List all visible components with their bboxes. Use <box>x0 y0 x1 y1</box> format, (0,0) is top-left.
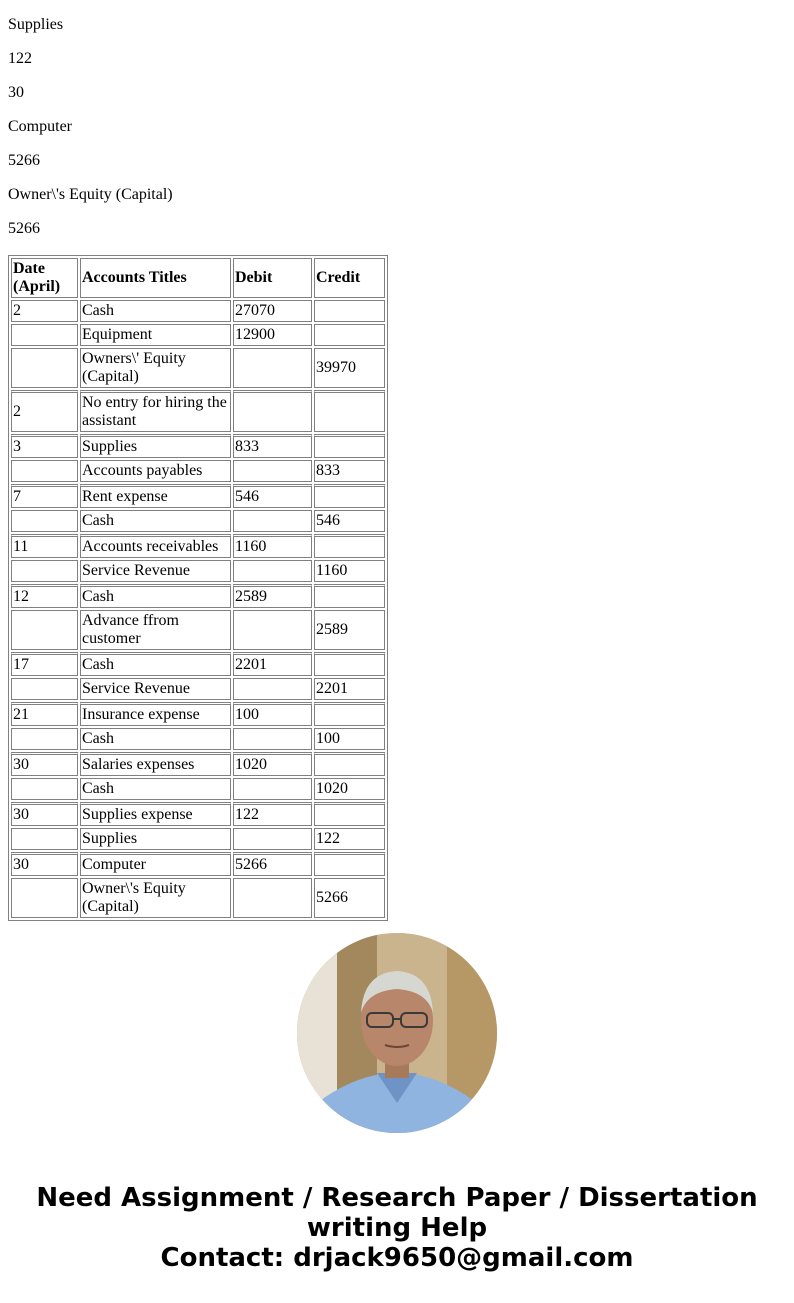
cell-date: 30 <box>11 752 78 776</box>
table-row <box>11 584 385 608</box>
cell-title: Accounts payables <box>80 460 231 482</box>
cell-credit: 546 <box>314 510 385 532</box>
promo-line: Need Assignment / Research Paper / Dissertation <box>36 1183 758 1213</box>
avatar <box>297 933 497 1133</box>
cell-date <box>11 510 78 532</box>
cell-date <box>11 348 78 388</box>
cell-date <box>11 828 78 850</box>
promo-contact: Contact: drjack9650@gmail.com <box>160 1243 634 1273</box>
cell-title: Accounts receivables <box>80 534 231 558</box>
table-row <box>11 752 385 776</box>
table-row <box>11 460 385 482</box>
table-row <box>11 802 385 826</box>
top-line: Supplies <box>8 16 64 33</box>
cell-credit: 5266 <box>314 878 385 918</box>
cell-title: Cash <box>80 300 231 322</box>
cell-credit <box>314 300 385 322</box>
journal-table <box>8 255 388 921</box>
cell-debit: 12900 <box>233 324 312 346</box>
cell-date: 11 <box>11 534 78 558</box>
cell-date <box>11 560 78 582</box>
cell-debit <box>233 728 312 750</box>
cell-debit: 100 <box>233 702 312 726</box>
table-row <box>11 652 385 676</box>
top-line: 122 <box>8 50 32 67</box>
cell-credit: 2589 <box>314 610 385 650</box>
cell-date: 17 <box>11 652 78 676</box>
cell-debit: 833 <box>233 434 312 458</box>
cell-debit <box>233 878 312 918</box>
cell-credit <box>314 702 385 726</box>
cell-credit: 1160 <box>314 560 385 582</box>
cell-credit: 2201 <box>314 678 385 700</box>
header-credit: Credit <box>314 258 385 298</box>
cell-title: Advance ffrom customer <box>80 610 231 650</box>
table-row <box>11 348 385 388</box>
journal-body <box>11 300 385 918</box>
cell-debit: 5266 <box>233 852 312 876</box>
table-row <box>11 702 385 726</box>
cell-debit: 1160 <box>233 534 312 558</box>
cell-date: 2 <box>11 300 78 322</box>
table-row <box>11 678 385 700</box>
cell-debit <box>233 348 312 388</box>
cell-debit <box>233 460 312 482</box>
cell-debit <box>233 610 312 650</box>
cell-title: Cash <box>80 778 231 800</box>
top-line: Owner\'s Equity (Capital) <box>8 186 173 203</box>
table-row <box>11 300 385 322</box>
top-line: 5266 <box>8 220 40 237</box>
table-row <box>11 610 385 650</box>
table-header-row <box>11 258 385 298</box>
cell-date <box>11 678 78 700</box>
cell-title: Supplies <box>80 434 231 458</box>
cell-title: Owners\' Equity (Capital) <box>80 348 231 388</box>
cell-credit <box>314 324 385 346</box>
cell-date <box>11 728 78 750</box>
cell-credit <box>314 802 385 826</box>
cell-debit <box>233 828 312 850</box>
cell-debit <box>233 560 312 582</box>
cell-date: 21 <box>11 702 78 726</box>
cell-date: 12 <box>11 584 78 608</box>
cell-title: Owner\'s Equity (Capital) <box>80 878 231 918</box>
table-row <box>11 852 385 876</box>
table-row <box>11 324 385 346</box>
table-row <box>11 560 385 582</box>
cell-credit: 39970 <box>314 348 385 388</box>
cell-date: 3 <box>11 434 78 458</box>
cell-date: 7 <box>11 484 78 508</box>
promo-line: writing Help <box>306 1213 488 1243</box>
cell-credit <box>314 484 385 508</box>
cell-title: Rent expense <box>80 484 231 508</box>
cell-title: Salaries expenses <box>80 752 231 776</box>
cell-debit: 122 <box>233 802 312 826</box>
table-row <box>11 534 385 558</box>
cell-debit: 546 <box>233 484 312 508</box>
header-debit: Debit <box>233 258 312 298</box>
table-row <box>11 878 385 918</box>
header-title: Accounts Titles <box>80 258 231 298</box>
cell-date <box>11 460 78 482</box>
cell-credit <box>314 584 385 608</box>
top-line: Computer <box>8 118 72 135</box>
cell-date: 2 <box>11 390 78 432</box>
cell-credit <box>314 390 385 432</box>
cell-title: Equipment <box>80 324 231 346</box>
cell-title: Computer <box>80 852 231 876</box>
cell-title: Supplies expense <box>80 802 231 826</box>
cell-date <box>11 878 78 918</box>
cell-date: 30 <box>11 802 78 826</box>
top-line: 5266 <box>8 152 40 169</box>
promo-banner <box>0 1183 794 1273</box>
cell-title: Service Revenue <box>80 560 231 582</box>
top-lines <box>8 16 173 254</box>
cell-title: Cash <box>80 728 231 750</box>
cell-debit <box>233 390 312 432</box>
table-row <box>11 390 385 432</box>
cell-title: Cash <box>80 584 231 608</box>
cell-debit: 1020 <box>233 752 312 776</box>
cell-debit: 2589 <box>233 584 312 608</box>
cell-debit: 27070 <box>233 300 312 322</box>
top-line: 30 <box>8 84 24 101</box>
cell-date <box>11 610 78 650</box>
portrait-image <box>297 933 497 1133</box>
table-row <box>11 828 385 850</box>
cell-credit: 1020 <box>314 778 385 800</box>
cell-credit <box>314 434 385 458</box>
cell-title: Cash <box>80 652 231 676</box>
cell-debit <box>233 678 312 700</box>
cell-credit: 833 <box>314 460 385 482</box>
header-date: Date (April) <box>11 258 78 298</box>
cell-credit: 100 <box>314 728 385 750</box>
cell-credit <box>314 534 385 558</box>
cell-date: 30 <box>11 852 78 876</box>
cell-debit <box>233 510 312 532</box>
cell-title: Service Revenue <box>80 678 231 700</box>
cell-debit: 2201 <box>233 652 312 676</box>
cell-title: Insurance expense <box>80 702 231 726</box>
cell-date <box>11 778 78 800</box>
table-row <box>11 728 385 750</box>
cell-date <box>11 324 78 346</box>
table-row <box>11 484 385 508</box>
cell-credit: 122 <box>314 828 385 850</box>
cell-credit <box>314 752 385 776</box>
cell-title: Supplies <box>80 828 231 850</box>
table-row <box>11 510 385 532</box>
cell-debit <box>233 778 312 800</box>
cell-credit <box>314 652 385 676</box>
cell-title: No entry for hiring the assistant <box>80 390 231 432</box>
table-row <box>11 778 385 800</box>
cell-credit <box>314 852 385 876</box>
cell-title: Cash <box>80 510 231 532</box>
table-row <box>11 434 385 458</box>
